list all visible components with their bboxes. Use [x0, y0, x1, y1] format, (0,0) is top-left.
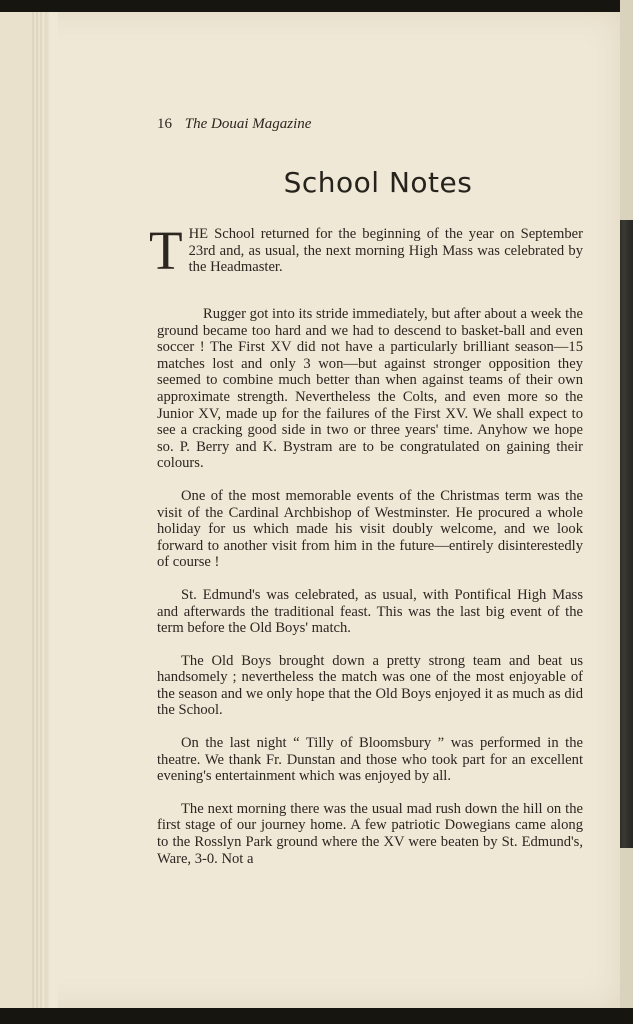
- paragraph-old-boys: The Old Boys brought down a pretty strong team and beat us handsomely ; nevertheless the match was one of the most enjoyable of the season and we only hope that the Old Boys enjoyed it as much as did the School.: [157, 652, 583, 719]
- section-title: School Notes: [283, 166, 473, 199]
- paragraph-theatre: On the last night “ Tilly of Bloomsbury ” was performed in the theatre. We thank Fr. Dunstan and those who took part for an excellent evening's entertainment which was enjoyed by all.: [157, 735, 583, 785]
- magazine-name: The Douai Magazine: [184, 116, 312, 132]
- drop-cap: T: [149, 220, 183, 281]
- page-number: 16: [157, 116, 172, 132]
- paragraph-cardinal-visit: One of the most memorable events of the Christmas term was the visit of the Cardinal Archbishop of Westminster. He procured a whole holiday for us which made his visit doubly welcome, and we look forward to another visit from him in the future—entirely disinterestedly of course !: [157, 487, 583, 571]
- paragraph-text: HE School returned for the beginning of the year on September 23rd and, as usual, the next morning High Mass was celebrated by the Headmaster.: [188, 226, 583, 276]
- paragraph-journey-home: The next morning there was the usual mad rush down the hill on the first stage of our journey home. A few patriotic Dowegians came along to the Rosslyn Park ground where the XV were beaten by St. Edmund's, Ware, 3-0. Not a: [157, 800, 583, 867]
- next-page-edge-top: [620, 0, 633, 220]
- running-head: [157, 116, 583, 138]
- paragraph-school-return: [149, 220, 583, 290]
- paragraph-rugger: Rugger got into its stride immediately, but after about a week the ground became too hard and we had to descend to basket-ball and even soccer ! The First XV did not have a particularly brilliant season—15 matches lost and only 3 won—but against stronger opposition they seemed to combine much better than when against teams of their own approximate strength. Nevertheless the Colts, and even more so the Junior XV, made up for the failures of the First XV. We shall expect to see a cracking good side in two or three years' time. Anyhow we hope so. P. Berry and K. Bystram are to be congratulated on gaining their colours.: [157, 306, 583, 472]
- next-page-edge-bottom: [620, 848, 633, 1008]
- page-stack-edges: [0, 12, 58, 1008]
- dark-binding-strip: [618, 220, 633, 848]
- paragraph-st-edmunds: St. Edmund's was celebrated, as usual, with Pontifical High Mass and afterwards the traditional feast. This was the last big event of the term before the Old Boys' match.: [157, 586, 583, 637]
- page-text-block: [149, 116, 583, 867]
